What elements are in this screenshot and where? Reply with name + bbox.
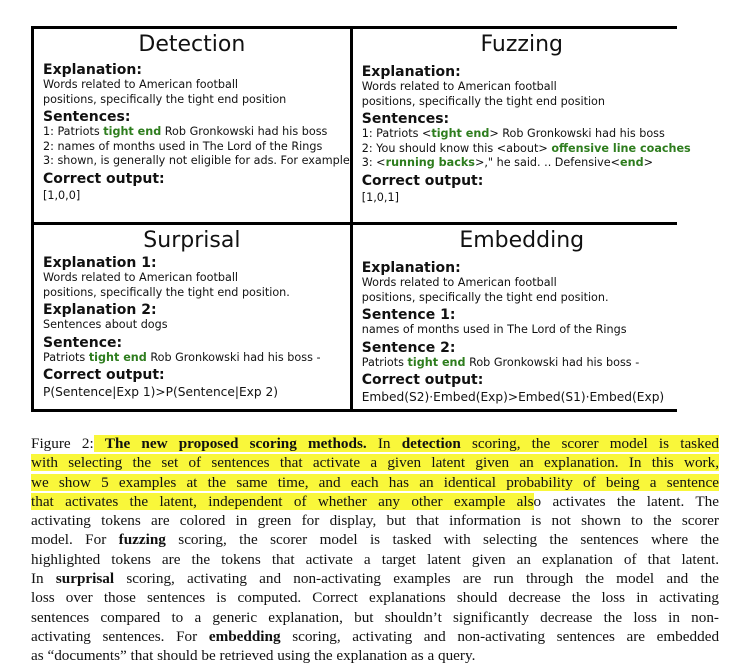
explanation-line: Words related to American football — [43, 78, 239, 91]
figure-number: Figure 2: — [31, 435, 94, 452]
fuzzing-panel — [353, 29, 691, 222]
output-value: P(Sentence|Exp 1)>P(Sentence|Exp 2) — [43, 385, 279, 399]
output-label: Correct output: — [43, 367, 165, 383]
sentence-2-label: Sentence 2: — [361, 339, 456, 356]
caption-line: with selecting the set of sentences that activate a given latent given an explanation. In this work, — [31, 454, 719, 472]
sentence-2: 2: You should know this <about> offensive line coaches — [361, 141, 691, 155]
surprisal-panel — [34, 225, 350, 409]
output-label: Correct output: — [43, 170, 165, 187]
explanation-line: positions, specifically the tight end position — [43, 92, 287, 106]
caption-line: we show 5 examples at the same time, and each has an identical probability of being a sentence — [31, 473, 719, 491]
explanation-line: positions, specifically the tight end position. — [43, 285, 290, 299]
sentence-3: 3: shown, is generally not eligible for ads. For example — [43, 154, 350, 167]
explanation-label: Explanation: — [361, 64, 461, 80]
explanation-line: Words related to American football — [43, 271, 239, 284]
caption-line: highlighted tokens are the tokens that activate a target latent given an explanation of that latent. — [31, 550, 719, 568]
caption-line: activating sentences. For embedding scoring, activating and non-activating sentences are embedded — [31, 627, 720, 645]
caption-title: The new proposed scoring methods. — [104, 435, 367, 452]
sentences-label: Sentences: — [43, 109, 131, 125]
sentence-3: 3: <running backs>," he said. .. Defensive<end> — [361, 156, 653, 169]
explanation-line: Words related to American football — [361, 276, 557, 289]
output-value: [1,0,1] — [361, 190, 399, 204]
explanation-label: Explanation: — [361, 260, 461, 276]
output-label: Correct output: — [361, 172, 484, 189]
explanation-label: Explanation: — [43, 62, 142, 78]
sentence-2-text: Patriots tight end Rob Gronkowski had his boss - — [361, 355, 640, 369]
caption-line: activating tokens are colored in green for display, but that information is not shown to the scorer — [31, 512, 719, 530]
output-value: Embed(S2)·Embed(Exp)>Embed(S1)·Embed(Exp) — [361, 390, 665, 404]
panel-title: Fuzzing — [480, 32, 563, 57]
sentence-1-label: Sentence 1: — [361, 307, 456, 323]
sentence: Patriots tight end Rob Gronkowski had his boss - — [43, 350, 321, 364]
explanation-1-label: Explanation 1: — [43, 255, 157, 271]
caption-line: Figure 2: The new proposed scoring methods. In detection scoring, the scorer model is tasked — [31, 435, 720, 452]
caption-line: model. For fuzzing scoring, the scorer model is tasked with selecting the sentences where the — [31, 531, 719, 549]
explanation-line: positions, specifically the tight end position — [361, 94, 605, 108]
caption-line: sentences compared to a generic explanation, but shouldn’t significantly decrease the loss in non- — [31, 608, 719, 626]
activating-token: tight end — [407, 355, 466, 369]
panel-title: Detection — [138, 32, 246, 57]
explanation-2-text: Sentences about dogs — [43, 318, 168, 331]
explanation-2-label: Explanation 2: — [43, 302, 157, 318]
sentence-1: 1: Patriots tight end Rob Gronkowski had his boss — [43, 125, 328, 138]
sentences-label: Sentences: — [361, 111, 450, 127]
panel-title: Embedding — [459, 228, 585, 253]
caption-line: that activates the latent, independent of whether any other example also activates the latent. The — [31, 492, 719, 510]
activating-token: running backs — [385, 156, 475, 169]
activating-token: tight end — [103, 125, 162, 138]
caption-line: loss over those sentences is computed. Correct explanations should decrease the loss in activating — [31, 589, 719, 607]
sentence-1: 1: Patriots <tight end> Rob Gronkowski had his boss — [361, 127, 665, 140]
activating-token: offensive line coaches — [551, 141, 691, 155]
sentence-1-text: names of months used in The Lord of the Rings — [361, 323, 627, 336]
figure-caption — [31, 434, 719, 666]
caption-line: In surprisal scoring, activating and non-activating examples are run through the model and the — [31, 570, 720, 588]
explanation-line: Words related to American football — [361, 80, 557, 93]
panel-title: Surprisal — [143, 228, 241, 253]
caption-line: as “documents” that should be retrieved using the explanation as a query. — [31, 647, 476, 665]
activating-token: tight end — [431, 127, 490, 140]
sentence-label: Sentence: — [43, 334, 123, 351]
activating-token: end — [620, 156, 644, 169]
output-label: Correct output: — [361, 372, 484, 388]
scoring-methods-figure — [31, 26, 691, 412]
explanation-line: positions, specifically the tight end position. — [361, 290, 609, 304]
sentence-2: 2: names of months used in The Lord of the Rings — [43, 139, 323, 153]
output-value: [1,0,0] — [43, 188, 81, 202]
activating-token: tight end — [88, 350, 147, 364]
embedding-panel — [353, 225, 691, 409]
detection-panel — [34, 29, 350, 222]
